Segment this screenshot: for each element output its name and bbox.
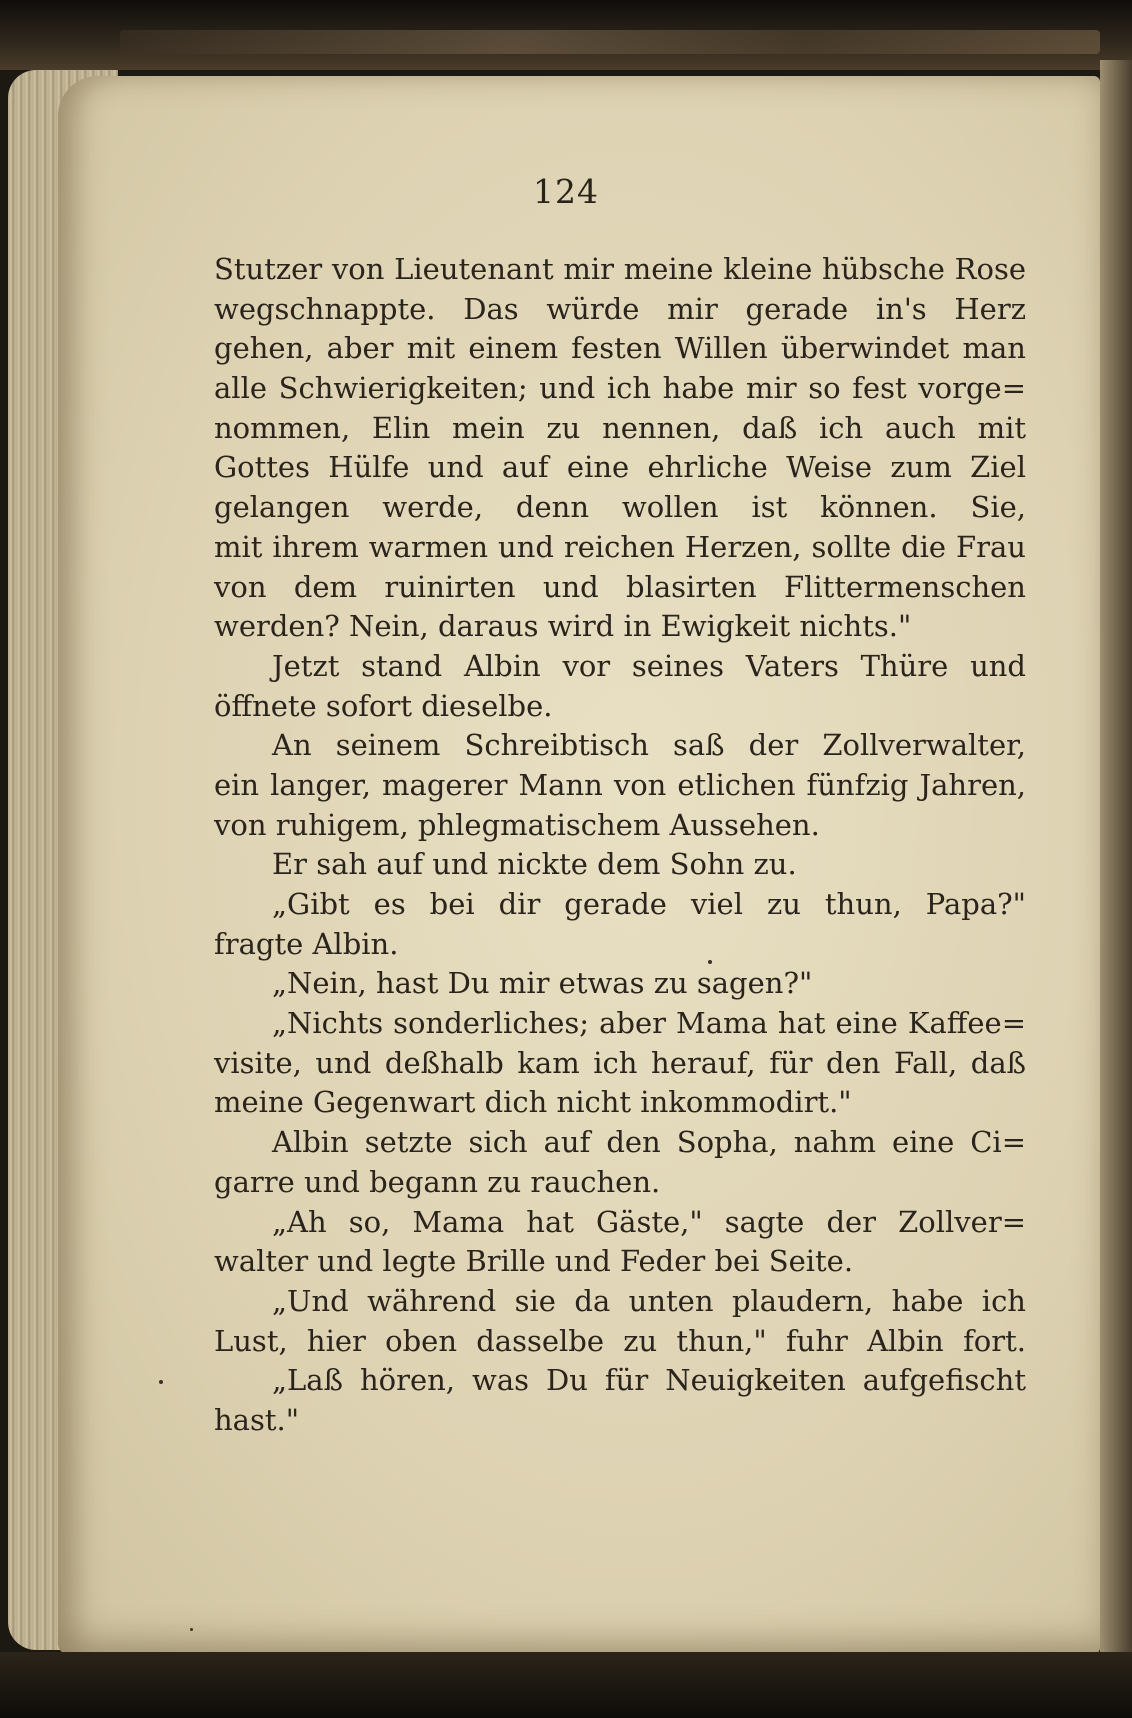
text-line: Jetzt stand Albin vor seines Vaters Thüre und	[272, 648, 1026, 683]
right-gutter	[1100, 60, 1132, 1670]
text-line: Stutzer von Lieutenant mir meine kleine hübsche Rose	[214, 252, 1026, 286]
ink-speck	[708, 960, 712, 964]
text-line: „Gibt es bei dir gerade viel zu thun, Papa?"	[272, 887, 1026, 921]
text-line: „Nichts sonderliches; aber Mama hat eine Kaffee=	[272, 1006, 1026, 1041]
page-number: 124	[533, 172, 599, 211]
text-line: gelangen werde, denn wollen ist können. Sie,	[214, 490, 1026, 525]
text-line: ein langer, magerer Mann von etlichen fünfzig Jahren,	[214, 767, 1026, 802]
body-text	[214, 250, 1026, 1441]
text-line: werden? Nein, daraus wird in Ewigkeit nichts."	[214, 609, 912, 644]
text-line: Gottes Hülfe und auf eine ehrliche Weise zum Ziel	[214, 450, 1026, 485]
text-line: öffnete sofort dieselbe.	[214, 688, 553, 723]
text-line: visite, und deßhalb kam ich herauf, für den Fall, daß	[214, 1045, 1026, 1080]
text-line: Albin setzte sich auf den Sopha, nahm eine Ci=	[272, 1125, 1026, 1160]
text-line: Er sah auf und nickte dem Sohn zu.	[272, 847, 797, 882]
text-line: von ruhigem, phlegmatischem Aussehen.	[214, 807, 820, 842]
text-line: walter und legte Brille und Feder bei Seite.	[214, 1244, 854, 1279]
text-line: meine Gegenwart dich nicht inkommodirt."	[214, 1085, 852, 1120]
text-line: wegschnappte. Das würde mir gerade in's Herz	[214, 291, 1026, 326]
text-line: „Laß hören, was Du für Neuigkeiten aufgefischt	[272, 1363, 1026, 1398]
ink-speck	[190, 1628, 193, 1631]
text-line: alle Schwierigkeiten; und ich habe mir so fest vorge=	[214, 371, 1026, 406]
text-line: Lust, hier oben dasselbe zu thun," fuhr Albin fort.	[214, 1323, 1026, 1358]
text-line: „Und während sie da unten plaudern, habe ich	[272, 1283, 1026, 1318]
text-line: An seinem Schreibtisch saß der Zollverwalter,	[272, 728, 1026, 763]
spine-wear	[120, 30, 1100, 54]
text-line: hast."	[214, 1402, 300, 1437]
text-line: garre und begann zu rauchen.	[214, 1164, 661, 1199]
text-line: gehen, aber mit einem festen Willen überwindet man	[214, 331, 1026, 366]
text-line: „Nein, hast Du mir etwas zu sagen?"	[272, 966, 813, 1001]
text-line: von dem ruinirten und blasirten Flittermenschen	[214, 569, 1026, 604]
ink-speck	[159, 1380, 163, 1384]
text-line: fragte Albin.	[214, 926, 399, 961]
bottom-edge	[0, 1652, 1132, 1718]
text-line: mit ihrem warmen und reichen Herzen, sollte die Frau	[214, 529, 1026, 564]
book-spine	[0, 0, 1132, 70]
text-line: nommen, Elin mein zu nennen, daß ich auch mit	[214, 410, 1026, 445]
text-line: „Ah so, Mama hat Gäste," sagte der Zollver=	[272, 1204, 1026, 1239]
